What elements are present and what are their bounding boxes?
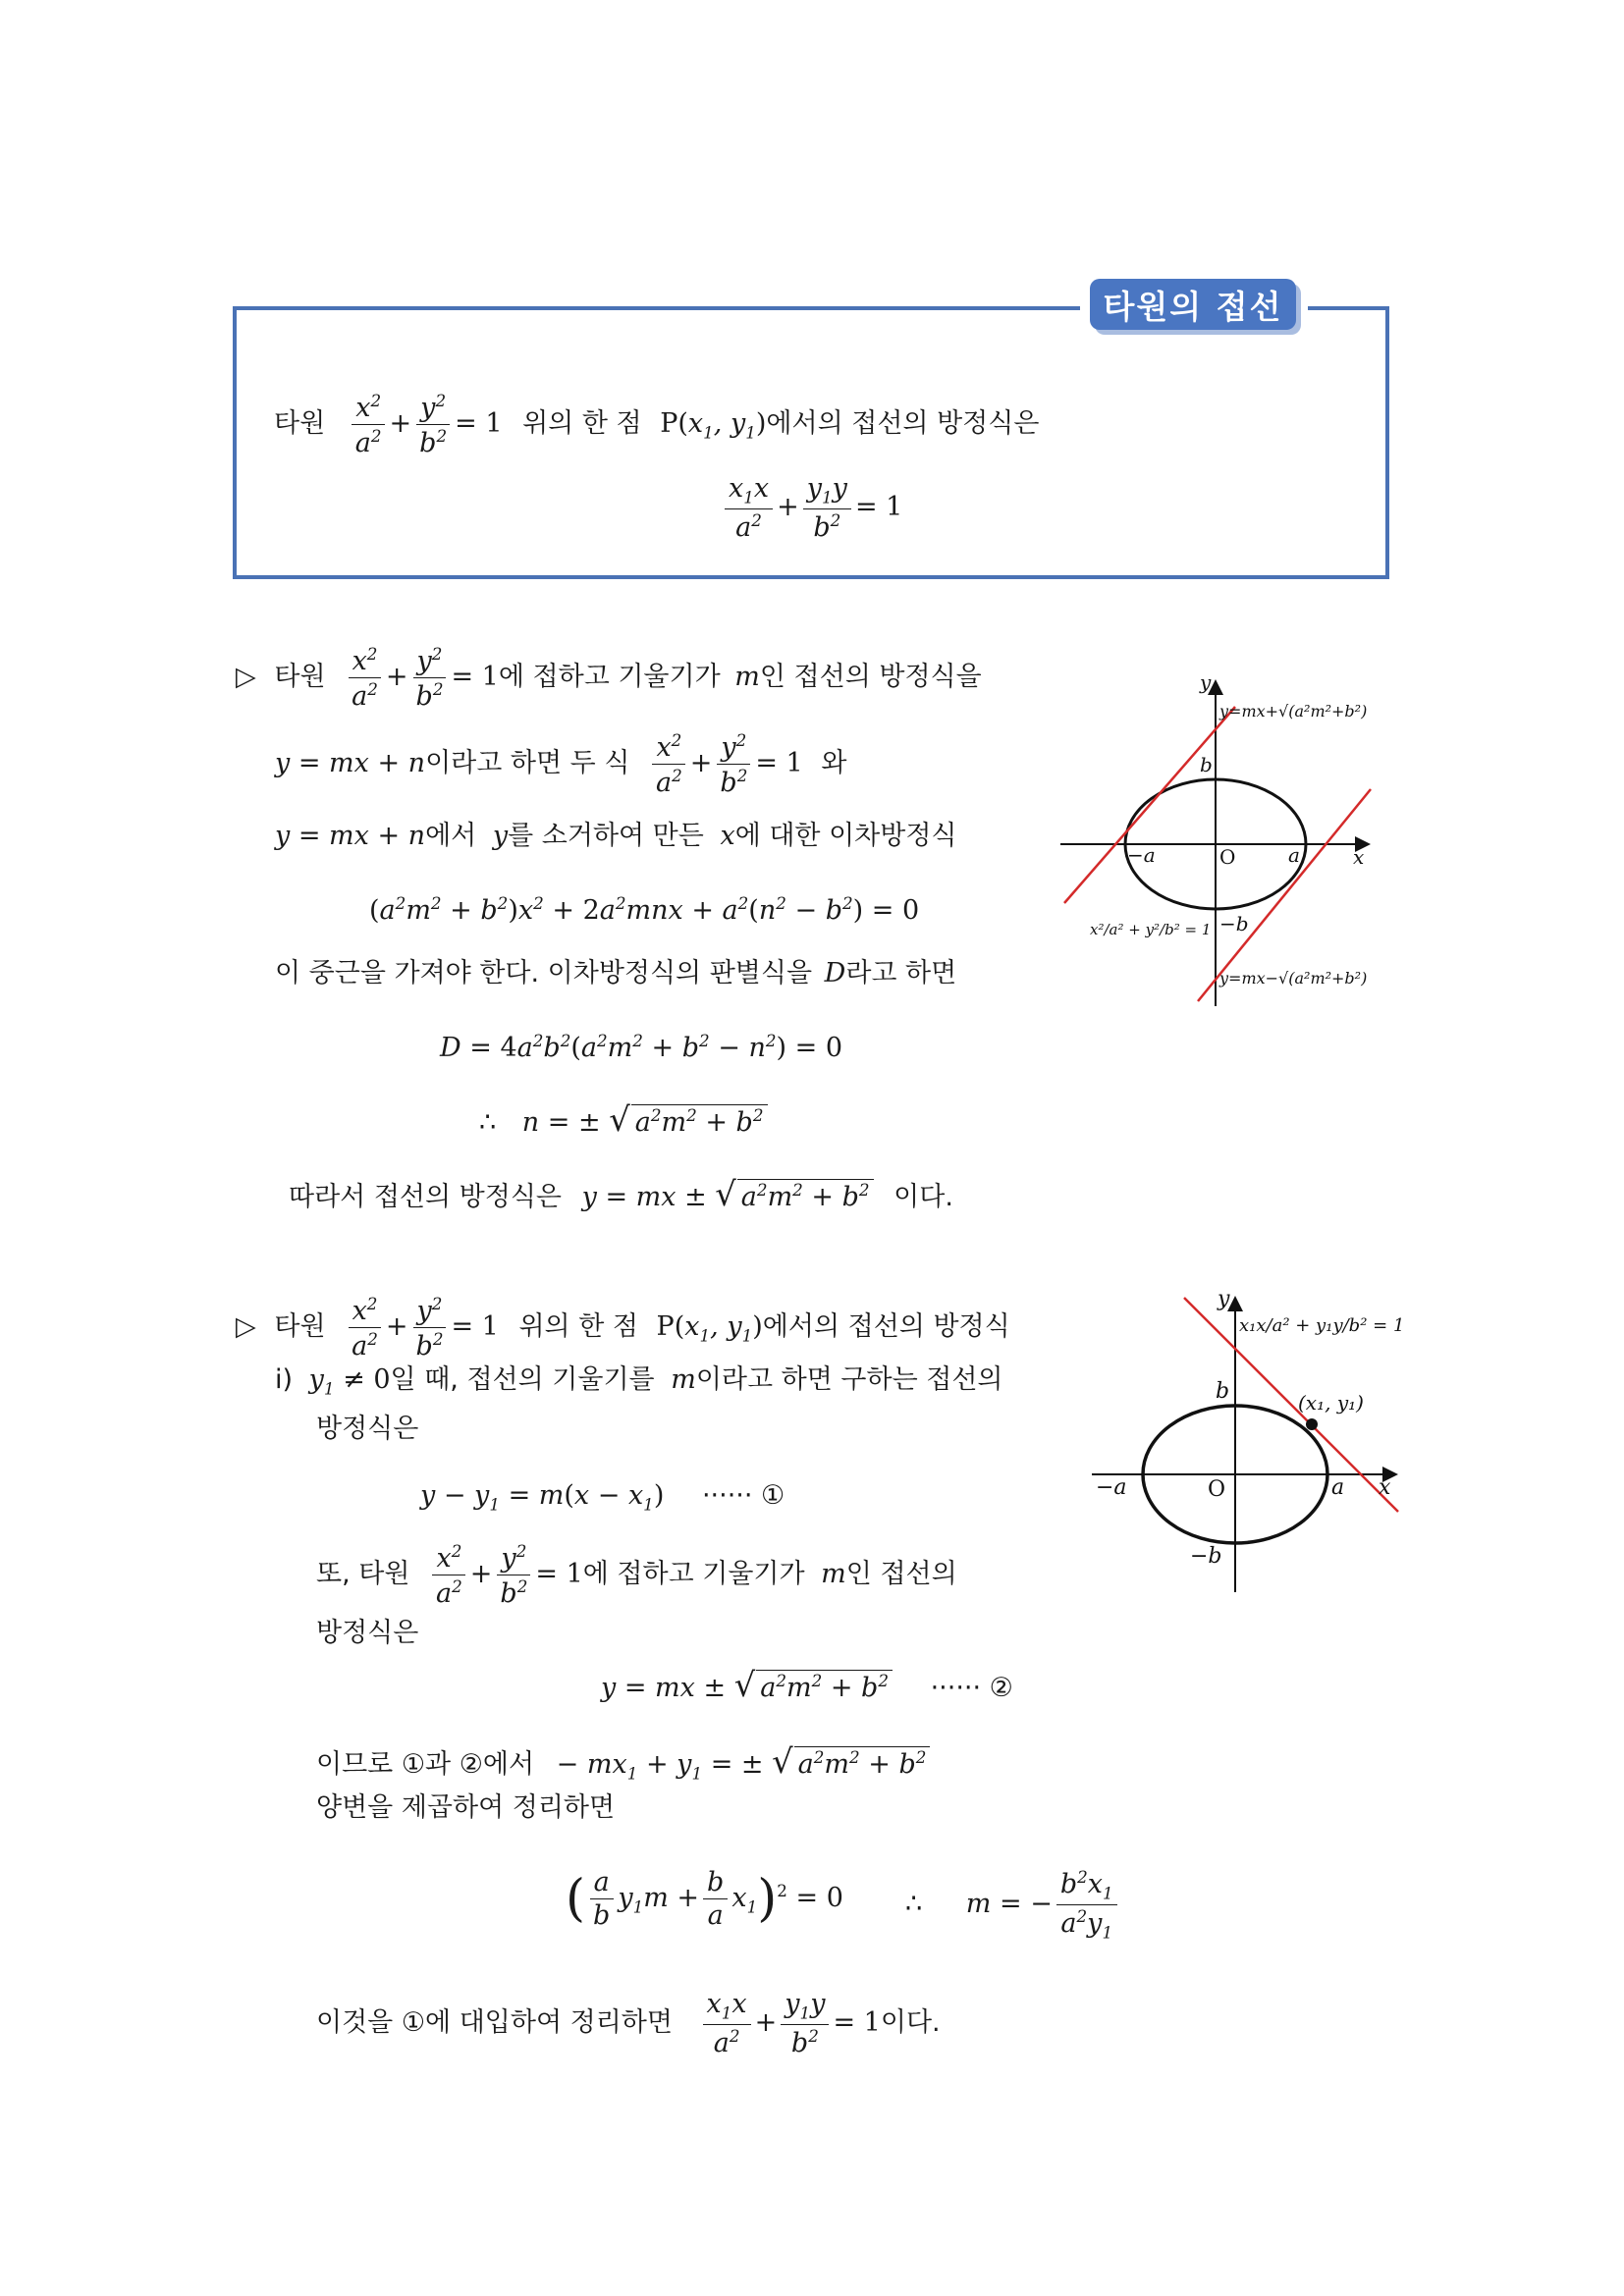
fig2-tangent-label: x₁x/a² + y₁y/b² = 1 (1239, 1315, 1405, 1336)
sec2-line6: 이므로 ①과 ②에서 − $mx_1 + y_1$ = ± √ $a^2m^2 + b^2$ (316, 1745, 930, 1782)
fig1-label-origin: O (1219, 845, 1236, 869)
sec2-dots1: ······ ① (701, 1480, 785, 1511)
sec2-line4: 또, 타원 $\frac{x^2}{a^2}$ + $\frac{y^2}{b^2}$ = 1에 접하고 기울기가 m인 접선의 (316, 1541, 957, 1609)
fig2-point-label: (x₁, y₁) (1298, 1391, 1364, 1415)
fig1-bottom-line-label: y=mx−√(a²m²+b²) (1219, 969, 1368, 988)
sec2-line7: 양변을 제곱하여 정리하면 (316, 1792, 616, 1823)
sec1-line2: y = mx + n이라고 하면 두 식 $\frac{x^2}{a^2}$ + $\frac{y^2}{b^2}$ = 1 와 (275, 730, 847, 798)
fig1-tangent-top (1064, 707, 1235, 903)
sec2-line2: i) $y_1 \ne 0$일 때, 접선의 기울기를 m이라고 하면 구하는 접선의 (275, 1364, 1003, 1399)
sec1-line3: y = mx + n에서 y를 소거하여 만든 x에 대한 이차방정식 (275, 821, 957, 851)
sec1-text-a: 에 접하고 기울기가 (498, 662, 721, 692)
ellipse-equation: $\frac{x^2}{a^2}$ + $\frac{y^2}{b^2}$ = 1 (348, 408, 511, 439)
sec1-conclusion-b: 이다. (893, 1182, 953, 1212)
sec1-therefore: ∴ (479, 1107, 497, 1138)
theorem-lead: 타원 (274, 408, 326, 439)
sec1-text-f: 를 소거하여 만든 (508, 821, 704, 851)
sec1-quadratic: $(a^2m^2 + b^2)x^2 + 2a^2mnx + a^2(n^2 - b^2) = 0$ (369, 893, 920, 926)
sec2-line1: ▷ 타원 $\frac{x^2}{a^2}$ + $\frac{y^2}{b^2}$ = 1 위의 한 점 $P(x_1$, $y_1$)에서의 접선의 방정식 (236, 1294, 1010, 1362)
sec1-text-d: 와 (821, 748, 847, 778)
sec2-dots2: ······ ② (930, 1673, 1013, 1703)
sec2-text-b: 일 때, 접선의 기울기를 (390, 1364, 655, 1395)
theorem-title: 타원의 접선 (1090, 279, 1296, 330)
sec1-discriminant: $D = 4a^2b^2(a^2m^2 + b^2 - n^2) = 0$ (440, 1031, 843, 1063)
fig2-label-pos-a: a (1331, 1475, 1345, 1500)
sec1-text-h: 이 중근을 가져야 한다. 이차방정식의 판별식을 (275, 958, 813, 988)
sec1-text-e: 에서 (425, 821, 477, 851)
sec2-text-l: 이다. (880, 2007, 941, 2039)
tangent-formula: $\frac{x_1x}{a^2}$ + $\frac{y_1y}{b^2}$ = 1 (721, 475, 902, 541)
sec2-text-g: 인 접선의 (845, 1559, 957, 1589)
sec2-square-eq: ( $\frac{a}{b}$ $y_1m$ + $\frac{b}{a}$ $x_1)^2 = 0$ (566, 1867, 843, 1931)
theorem-tail: 에서의 접선의 방정식은 (766, 408, 1040, 439)
fig1-label-neg-b: −b (1219, 912, 1249, 935)
figure-ellipse-point-tangent (1080, 1276, 1414, 1600)
fig2-label-origin: O (1208, 1477, 1226, 1502)
fig1-label-b: b (1200, 753, 1213, 776)
sec1-conclusion-a: 따라서 접선의 방정식은 (289, 1182, 562, 1212)
sec2-lead: 타원 (274, 1311, 326, 1342)
sec1-line1: ▷ 타원 $\frac{x^2}{a^2}$ + $\frac{y^2}{b^2}$ = 1에 접하고 기울기가 m인 접선의 방정식을 (236, 644, 982, 712)
fig2-label-neg-b: −b (1190, 1544, 1222, 1569)
sec2-case: i) (275, 1364, 294, 1395)
sec2-text-e: 또, 타원 (316, 1559, 410, 1589)
fig1-label-y: y (1200, 670, 1212, 694)
sec2-line5: 방정식은 (316, 1618, 419, 1648)
sec1-line5: 이 중근을 가져야 한다. 이차방정식의 판별식을 D라고 하면 (275, 958, 957, 988)
sec2-marker: ▷ (236, 1311, 256, 1342)
sec1-text-c: 이라고 하면 두 식 (425, 748, 630, 778)
fig1-label-x: x (1353, 845, 1365, 869)
sec2-therefore: ∴ (905, 1889, 923, 1920)
fig1-label-pos-a: a (1288, 843, 1300, 867)
sec2-line3: 방정식은 (316, 1414, 419, 1444)
sec1-lead: 타원 (274, 662, 326, 692)
fig2-tangent-point (1306, 1418, 1318, 1430)
fig1-ellipse-label: x²/a² + y²/b² = 1 (1090, 921, 1212, 938)
sec2-text-a: 에서의 접선의 방정식 (762, 1311, 1010, 1342)
point-p: $P(x_1$, $y_1$) (660, 408, 767, 443)
theorem-statement: 타원 $\frac{x^2}{a^2}$ + $\frac{y^2}{b^2}$ = 1 위의 한 점 $P(x_1$, $y_1$)에서의 접선의 방정식은 (274, 391, 1040, 458)
sec2-text-i: 이므로 ①과 ②에서 (316, 1749, 535, 1780)
sec2-line8: 이것을 ①에 대입하여 정리하면 $\frac{x_1x}{a^2}$ + $\frac{y_1y}{b^2}$ = 1이다. (316, 1989, 941, 2059)
sec2-eq2: y = mx ± √ $a^2m^2 + b^2$ ······ ② (601, 1666, 1013, 1704)
sec1-text-g: 에 대한 이차방정식 (734, 821, 957, 851)
sec1-text-b: 인 접선의 방정식을 (759, 662, 982, 692)
figure-ellipse-slope-tangents (1051, 667, 1404, 1011)
sec1-marker: ▷ (236, 662, 256, 692)
sec2-text-k: 이것을 ①에 대입하여 정리하면 (316, 2007, 673, 2039)
fig2-label-x: x (1379, 1475, 1391, 1500)
sec2-slope-result: ∴ m = − $\frac{b^2x_1}{a^2y_1}$ (905, 1869, 1121, 1941)
sec1-conclusion: 따라서 접선의 방정식은 y = mx ± √ $a^2m^2 + b^2$ 이다. (289, 1175, 953, 1213)
sec2-text-f: 에 접하고 기울기가 (582, 1559, 805, 1589)
sec2-eq1: $y - y_1 = m(x - x_1)$ ······ ① (420, 1480, 785, 1515)
sec2-text-c: 이라고 하면 구하는 접선의 (695, 1364, 1003, 1395)
sec1-ellipse: $\frac{x^2}{a^2}$ + $\frac{y^2}{b^2}$ = 1 (344, 662, 499, 692)
sec1-text-i: 라고 하면 (845, 958, 957, 988)
fig2-label-y: y (1218, 1287, 1230, 1311)
fig2-label-neg-a: −a (1096, 1475, 1127, 1500)
fig2-label-b: b (1216, 1379, 1230, 1404)
sec1-n-result: ∴ n = ± √ $a^2m^2 + b^2$ (479, 1103, 768, 1137)
fig1-top-line-label: y=mx+√(a²m²+b²) (1219, 702, 1368, 721)
fig1-label-neg-a: −a (1127, 843, 1156, 867)
